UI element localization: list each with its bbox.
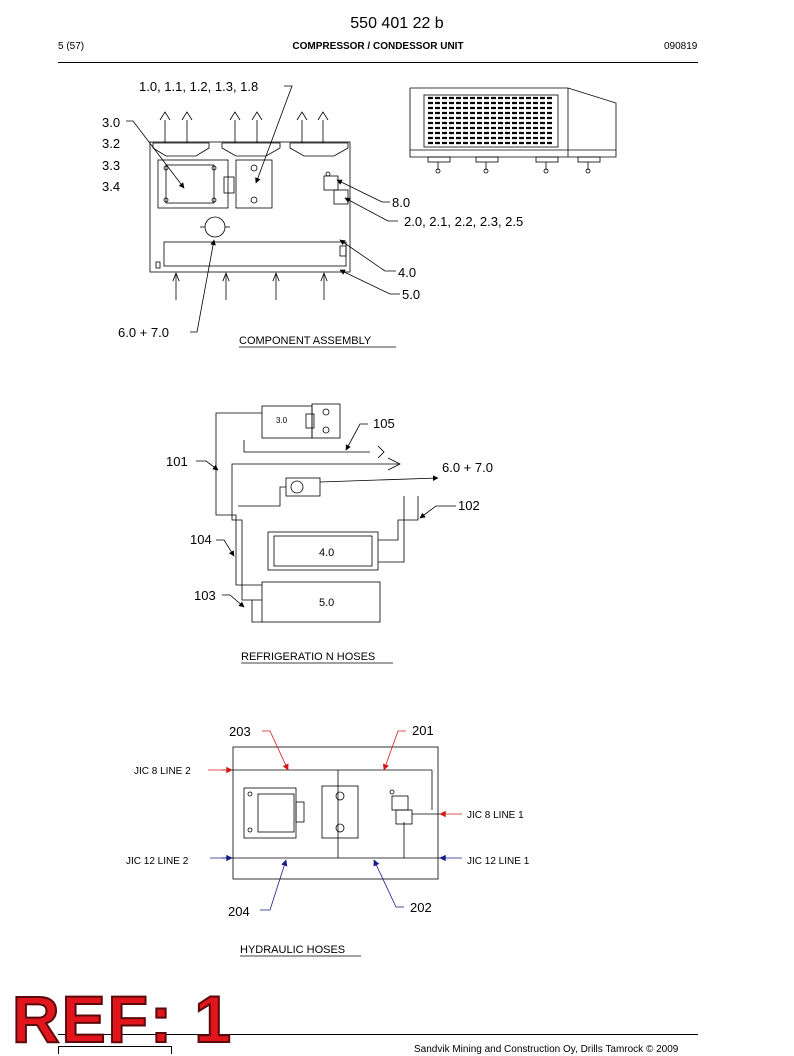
label-6-0: 6.0 + 7.0	[118, 325, 169, 340]
label-jic8-line2: JIC 8 LINE 2	[134, 766, 191, 777]
header-date: 090819	[664, 41, 698, 52]
label-202: 202	[410, 900, 432, 915]
unit-frame	[150, 142, 350, 272]
hydraulic-hoses-diagram	[208, 731, 462, 910]
fan-3	[290, 143, 348, 156]
label-4-0: 4.0	[398, 265, 417, 280]
label-105: 105	[373, 416, 395, 431]
label-203: 203	[229, 724, 251, 739]
fan-2	[222, 143, 280, 156]
label-fans: 1.0, 1.1, 1.2, 1.3, 1.8	[139, 79, 259, 94]
label-jic12-line2: JIC 12 LINE 2	[126, 856, 189, 867]
page-number: 5 (57)	[58, 41, 85, 52]
footer-copyright: Sandvik Mining and Construction Oy, Drills Tamrock © 2009	[414, 1044, 679, 1055]
label-3-4: 3.4	[102, 179, 121, 194]
label-2-0: 2.0, 2.1, 2.2, 2.3, 2.5	[404, 214, 524, 229]
label-201: 201	[412, 723, 434, 738]
refrigeration-hoses-diagram	[196, 404, 456, 622]
label-5-0: 5.0	[402, 287, 421, 302]
label-jic12-line1: JIC 12 LINE 1	[467, 856, 530, 867]
label-3-2: 3.2	[102, 136, 121, 151]
caption-hydraulic-hoses: HYDRAULIC HOSES	[240, 944, 346, 956]
condenser	[164, 242, 346, 266]
label-101: 101	[166, 454, 188, 469]
fan-1	[153, 143, 209, 156]
label-6-0-7-0: 6.0 + 7.0	[442, 460, 493, 475]
ref-stamp: REF: 1	[12, 982, 234, 1056]
header-title: COMPRESSOR / CONDESSOR UNIT	[292, 41, 464, 52]
label-8-0: 8.0	[392, 195, 411, 210]
unit-perspective-view	[410, 88, 616, 173]
label-jic8-line1: JIC 8 LINE 1	[467, 810, 524, 821]
component-assembly-diagram	[126, 86, 400, 332]
label-box-4-0: 4.0	[319, 547, 335, 559]
label-104: 104	[190, 532, 212, 547]
label-3-3: 3.3	[102, 158, 121, 173]
label-102: 102	[458, 498, 480, 513]
pump-motor	[205, 217, 225, 237]
label-compressor-3-0: 3.0	[276, 416, 288, 425]
hydraulic-valve	[392, 796, 408, 810]
label-3-0: 3.0	[102, 115, 121, 130]
valve	[324, 176, 338, 190]
caption-component-assembly: COMPONENT ASSEMBLY	[239, 335, 372, 347]
caption-refrigeration-hoses: REFRIGERATIO N HOSES	[241, 651, 376, 663]
label-box-5-0: 5.0	[319, 597, 335, 609]
label-103: 103	[194, 588, 216, 603]
label-204: 204	[228, 904, 250, 919]
document-number: 550 401 22 b	[350, 15, 444, 32]
hydraulic-frame	[233, 747, 438, 879]
